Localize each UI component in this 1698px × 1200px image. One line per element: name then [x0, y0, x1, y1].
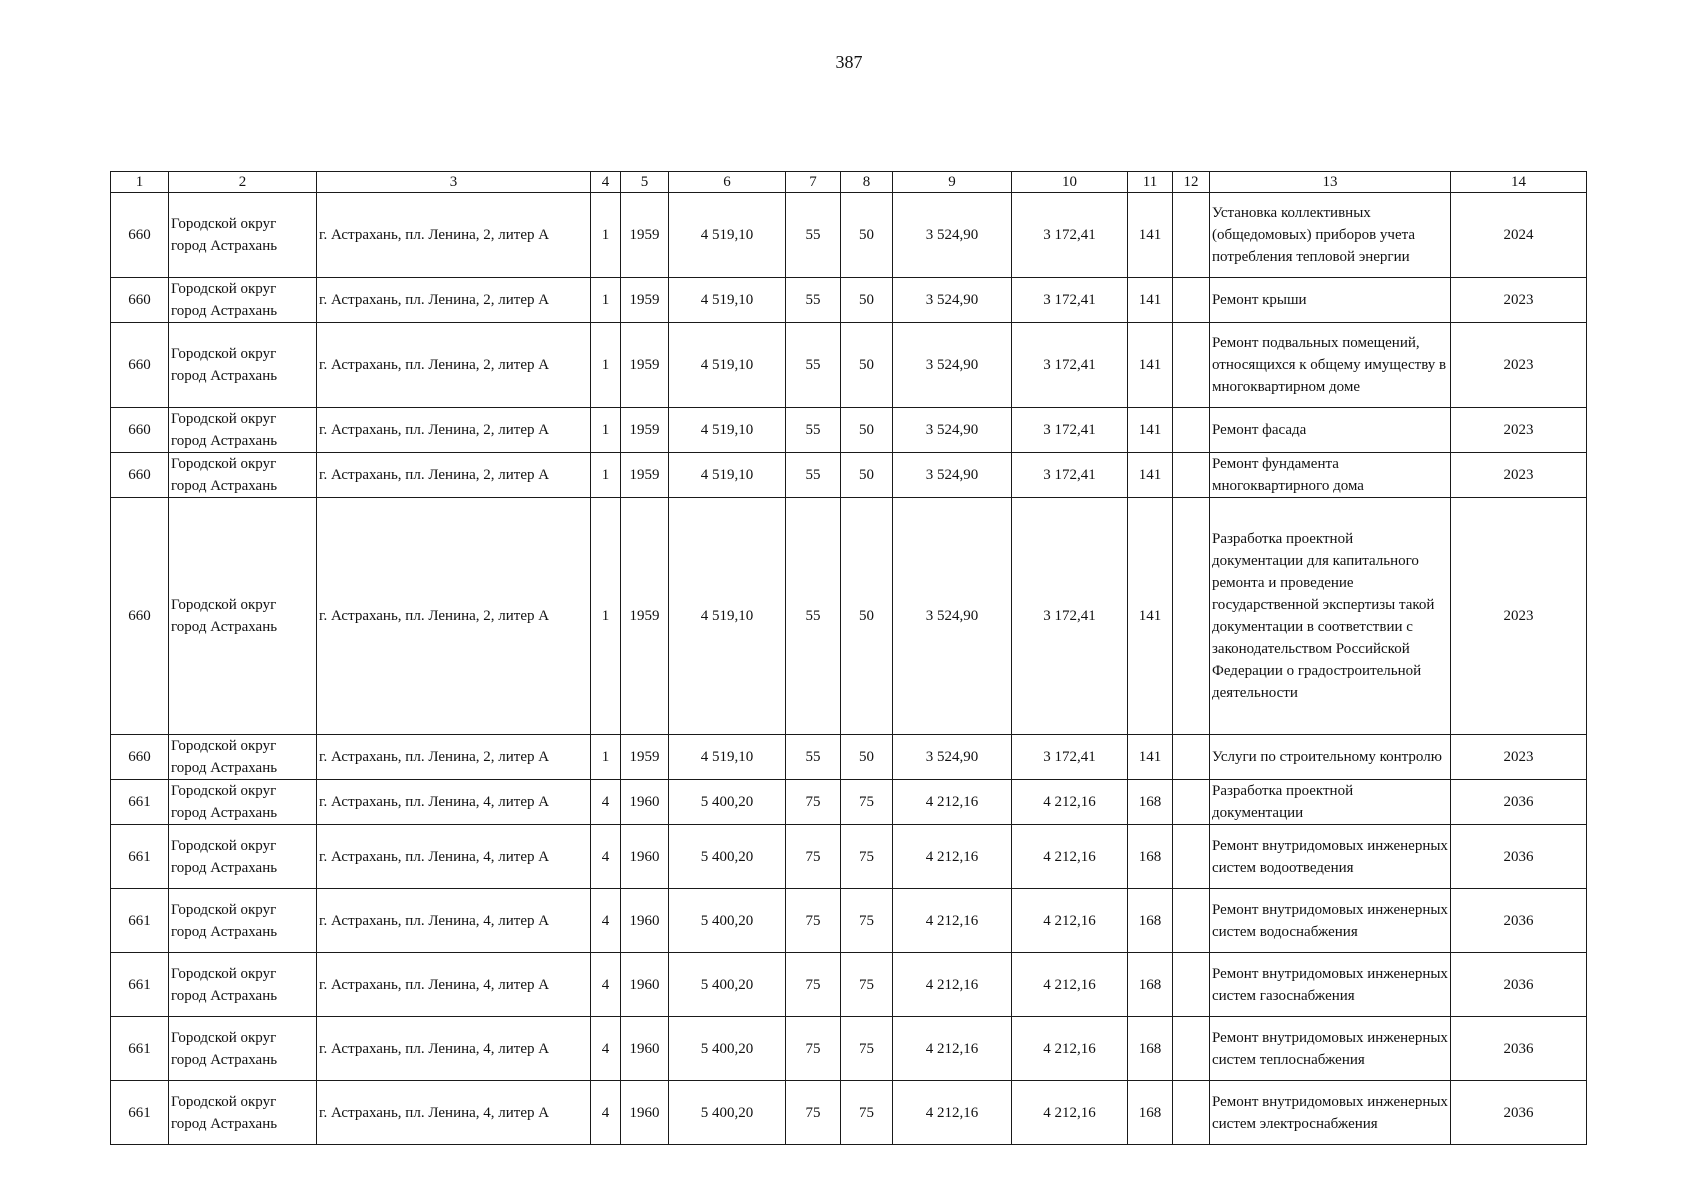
count-b-cell: 50	[841, 278, 893, 323]
year-planned-cell: 2036	[1451, 953, 1587, 1017]
work-type-cell: Услуги по строительному контролю	[1210, 735, 1451, 780]
year-cell: 1960	[621, 1017, 669, 1081]
area-b-cell: 3 172,41	[1012, 453, 1128, 498]
empty-cell	[1173, 323, 1210, 408]
municipality-cell: Городской округ город Астрахань	[169, 825, 317, 889]
row-number: 661	[111, 953, 169, 1017]
address-cell: г. Астрахань, пл. Ленина, 4, литер А	[317, 1081, 591, 1145]
area-a-cell: 4 212,16	[893, 889, 1012, 953]
year-cell: 1960	[621, 825, 669, 889]
table-row	[111, 735, 1587, 780]
count-b-cell: 50	[841, 735, 893, 780]
total-area-cell: 4 519,10	[669, 453, 786, 498]
residents-cell: 168	[1128, 825, 1173, 889]
floors-cell: 4	[591, 825, 621, 889]
floors-cell: 4	[591, 889, 621, 953]
total-area-cell: 5 400,20	[669, 780, 786, 825]
empty-cell	[1173, 278, 1210, 323]
count-b-cell: 75	[841, 825, 893, 889]
column-number: 14	[1451, 172, 1587, 193]
work-type-cell: Установка коллективных (общедомовых) приборов учета потребления тепловой энергии	[1210, 193, 1451, 278]
area-b-cell: 4 212,16	[1012, 953, 1128, 1017]
address-cell: г. Астрахань, пл. Ленина, 4, литер А	[317, 825, 591, 889]
residents-cell: 141	[1128, 278, 1173, 323]
municipality-cell: Городской округ город Астрахань	[169, 735, 317, 780]
floors-cell: 1	[591, 453, 621, 498]
year-cell: 1959	[621, 193, 669, 278]
total-area-cell: 5 400,20	[669, 1081, 786, 1145]
total-area-cell: 5 400,20	[669, 825, 786, 889]
area-b-cell: 3 172,41	[1012, 735, 1128, 780]
column-number-row	[111, 172, 1587, 193]
count-b-cell: 75	[841, 889, 893, 953]
municipality-cell: Городской округ город Астрахань	[169, 278, 317, 323]
table-row	[111, 453, 1587, 498]
count-a-cell: 75	[786, 1017, 841, 1081]
count-b-cell: 50	[841, 408, 893, 453]
year-planned-cell: 2036	[1451, 1017, 1587, 1081]
count-a-cell: 55	[786, 408, 841, 453]
residents-cell: 168	[1128, 889, 1173, 953]
year-planned-cell: 2036	[1451, 825, 1587, 889]
total-area-cell: 4 519,10	[669, 193, 786, 278]
count-a-cell: 75	[786, 780, 841, 825]
column-number: 12	[1173, 172, 1210, 193]
floors-cell: 1	[591, 323, 621, 408]
row-number: 660	[111, 193, 169, 278]
row-number: 661	[111, 1017, 169, 1081]
area-b-cell: 3 172,41	[1012, 278, 1128, 323]
count-b-cell: 50	[841, 453, 893, 498]
table-row	[111, 323, 1587, 408]
year-planned-cell: 2023	[1451, 735, 1587, 780]
column-number: 4	[591, 172, 621, 193]
year-planned-cell: 2036	[1451, 889, 1587, 953]
work-type-cell: Ремонт внутридомовых инженерных систем теплоснабжения	[1210, 1017, 1451, 1081]
work-type-cell: Ремонт внутридомовых инженерных систем газоснабжения	[1210, 953, 1451, 1017]
year-cell: 1959	[621, 498, 669, 735]
column-number: 3	[317, 172, 591, 193]
row-number: 661	[111, 889, 169, 953]
municipality-cell: Городской округ город Астрахань	[169, 498, 317, 735]
empty-cell	[1173, 408, 1210, 453]
floors-cell: 1	[591, 735, 621, 780]
empty-cell	[1173, 1017, 1210, 1081]
column-number: 10	[1012, 172, 1128, 193]
residents-cell: 168	[1128, 780, 1173, 825]
area-a-cell: 3 524,90	[893, 193, 1012, 278]
page-number: 387	[835, 52, 863, 72]
table-row	[111, 498, 1587, 735]
empty-cell	[1173, 498, 1210, 735]
year-cell: 1959	[621, 408, 669, 453]
count-a-cell: 55	[786, 735, 841, 780]
year-planned-cell: 2024	[1451, 193, 1587, 278]
year-cell: 1959	[621, 735, 669, 780]
year-cell: 1960	[621, 1081, 669, 1145]
address-cell: г. Астрахань, пл. Ленина, 2, литер А	[317, 278, 591, 323]
area-a-cell: 4 212,16	[893, 825, 1012, 889]
column-number: 5	[621, 172, 669, 193]
residents-cell: 168	[1128, 1017, 1173, 1081]
residents-cell: 141	[1128, 498, 1173, 735]
municipality-cell: Городской округ город Астрахань	[169, 193, 317, 278]
area-a-cell: 4 212,16	[893, 1017, 1012, 1081]
row-number: 660	[111, 735, 169, 780]
row-number: 660	[111, 323, 169, 408]
year-cell: 1960	[621, 780, 669, 825]
residents-cell: 141	[1128, 408, 1173, 453]
floors-cell: 1	[591, 408, 621, 453]
table-row	[111, 1081, 1587, 1145]
floors-cell: 4	[591, 1017, 621, 1081]
year-cell: 1960	[621, 953, 669, 1017]
area-b-cell: 3 172,41	[1012, 323, 1128, 408]
area-a-cell: 4 212,16	[893, 780, 1012, 825]
row-number: 660	[111, 408, 169, 453]
area-b-cell: 3 172,41	[1012, 498, 1128, 735]
year-planned-cell: 2023	[1451, 408, 1587, 453]
empty-cell	[1173, 735, 1210, 780]
floors-cell: 1	[591, 498, 621, 735]
area-a-cell: 4 212,16	[893, 1081, 1012, 1145]
count-a-cell: 55	[786, 278, 841, 323]
year-planned-cell: 2023	[1451, 498, 1587, 735]
column-number: 8	[841, 172, 893, 193]
year-planned-cell: 2023	[1451, 323, 1587, 408]
table-row	[111, 408, 1587, 453]
count-b-cell: 75	[841, 1017, 893, 1081]
column-number: 2	[169, 172, 317, 193]
total-area-cell: 4 519,10	[669, 735, 786, 780]
empty-cell	[1173, 825, 1210, 889]
count-b-cell: 75	[841, 1081, 893, 1145]
municipality-cell: Городской округ город Астрахань	[169, 889, 317, 953]
empty-cell	[1173, 1081, 1210, 1145]
count-b-cell: 50	[841, 498, 893, 735]
empty-cell	[1173, 453, 1210, 498]
work-type-cell: Ремонт фасада	[1210, 408, 1451, 453]
table-row	[111, 889, 1587, 953]
floors-cell: 4	[591, 953, 621, 1017]
address-cell: г. Астрахань, пл. Ленина, 4, литер А	[317, 953, 591, 1017]
area-b-cell: 4 212,16	[1012, 825, 1128, 889]
area-a-cell: 3 524,90	[893, 323, 1012, 408]
column-number: 11	[1128, 172, 1173, 193]
floors-cell: 1	[591, 193, 621, 278]
table-row	[111, 1017, 1587, 1081]
count-a-cell: 55	[786, 453, 841, 498]
area-a-cell: 3 524,90	[893, 453, 1012, 498]
column-number: 6	[669, 172, 786, 193]
table-row	[111, 953, 1587, 1017]
empty-cell	[1173, 953, 1210, 1017]
work-type-cell: Ремонт внутридомовых инженерных систем водоснабжения	[1210, 889, 1451, 953]
address-cell: г. Астрахань, пл. Ленина, 2, литер А	[317, 735, 591, 780]
year-cell: 1959	[621, 453, 669, 498]
work-type-cell: Ремонт внутридомовых инженерных систем электроснабжения	[1210, 1081, 1451, 1145]
floors-cell: 4	[591, 1081, 621, 1145]
area-a-cell: 3 524,90	[893, 498, 1012, 735]
municipality-cell: Городской округ город Астрахань	[169, 1081, 317, 1145]
year-planned-cell: 2036	[1451, 780, 1587, 825]
municipality-cell: Городской округ город Астрахань	[169, 408, 317, 453]
work-type-cell: Ремонт крыши	[1210, 278, 1451, 323]
year-cell: 1959	[621, 278, 669, 323]
work-type-cell: Разработка проектной документации для капитального ремонта и проведение государственной экспертизы такой документации в соответствии с законодательством Российской Федерации о градостроительной деятельности	[1210, 498, 1451, 735]
residents-cell: 141	[1128, 323, 1173, 408]
empty-cell	[1173, 780, 1210, 825]
column-number: 9	[893, 172, 1012, 193]
count-a-cell: 75	[786, 1081, 841, 1145]
area-b-cell: 4 212,16	[1012, 780, 1128, 825]
municipality-cell: Городской округ город Астрахань	[169, 780, 317, 825]
table-row	[111, 780, 1587, 825]
work-type-cell: Разработка проектной документации	[1210, 780, 1451, 825]
municipality-cell: Городской округ город Астрахань	[169, 953, 317, 1017]
total-area-cell: 4 519,10	[669, 323, 786, 408]
residents-cell: 141	[1128, 453, 1173, 498]
work-type-cell: Ремонт фундамента многоквартирного дома	[1210, 453, 1451, 498]
column-number: 1	[111, 172, 169, 193]
count-a-cell: 75	[786, 889, 841, 953]
table-row	[111, 193, 1587, 278]
address-cell: г. Астрахань, пл. Ленина, 2, литер А	[317, 453, 591, 498]
residents-cell: 168	[1128, 953, 1173, 1017]
count-b-cell: 50	[841, 323, 893, 408]
count-a-cell: 55	[786, 193, 841, 278]
year-planned-cell: 2036	[1451, 1081, 1587, 1145]
total-area-cell: 5 400,20	[669, 1017, 786, 1081]
year-planned-cell: 2023	[1451, 453, 1587, 498]
capital-repair-table	[110, 171, 1587, 1145]
row-number: 660	[111, 498, 169, 735]
count-a-cell: 55	[786, 323, 841, 408]
address-cell: г. Астрахань, пл. Ленина, 2, литер А	[317, 323, 591, 408]
area-a-cell: 3 524,90	[893, 408, 1012, 453]
municipality-cell: Городской округ город Астрахань	[169, 1017, 317, 1081]
floors-cell: 1	[591, 278, 621, 323]
total-area-cell: 5 400,20	[669, 889, 786, 953]
address-cell: г. Астрахань, пл. Ленина, 2, литер А	[317, 193, 591, 278]
address-cell: г. Астрахань, пл. Ленина, 4, литер А	[317, 889, 591, 953]
total-area-cell: 4 519,10	[669, 498, 786, 735]
year-cell: 1959	[621, 323, 669, 408]
row-number: 661	[111, 780, 169, 825]
address-cell: г. Астрахань, пл. Ленина, 4, литер А	[317, 1017, 591, 1081]
column-number: 7	[786, 172, 841, 193]
count-a-cell: 75	[786, 825, 841, 889]
row-number: 660	[111, 453, 169, 498]
residents-cell: 141	[1128, 735, 1173, 780]
address-cell: г. Астрахань, пл. Ленина, 2, литер А	[317, 498, 591, 735]
area-a-cell: 4 212,16	[893, 953, 1012, 1017]
residents-cell: 141	[1128, 193, 1173, 278]
area-b-cell: 4 212,16	[1012, 1017, 1128, 1081]
area-a-cell: 3 524,90	[893, 735, 1012, 780]
table-row	[111, 825, 1587, 889]
count-a-cell: 55	[786, 498, 841, 735]
column-number: 13	[1210, 172, 1451, 193]
row-number: 660	[111, 278, 169, 323]
table-row	[111, 278, 1587, 323]
empty-cell	[1173, 889, 1210, 953]
area-b-cell: 4 212,16	[1012, 1081, 1128, 1145]
year-cell: 1960	[621, 889, 669, 953]
row-number: 661	[111, 1081, 169, 1145]
total-area-cell: 5 400,20	[669, 953, 786, 1017]
municipality-cell: Городской округ город Астрахань	[169, 323, 317, 408]
empty-cell	[1173, 193, 1210, 278]
residents-cell: 168	[1128, 1081, 1173, 1145]
total-area-cell: 4 519,10	[669, 408, 786, 453]
area-b-cell: 3 172,41	[1012, 193, 1128, 278]
work-type-cell: Ремонт внутридомовых инженерных систем водоотведения	[1210, 825, 1451, 889]
address-cell: г. Астрахань, пл. Ленина, 2, литер А	[317, 408, 591, 453]
municipality-cell: Городской округ город Астрахань	[169, 453, 317, 498]
area-b-cell: 4 212,16	[1012, 889, 1128, 953]
work-type-cell: Ремонт подвальных помещений, относящихся к общему имуществу в многоквартирном доме	[1210, 323, 1451, 408]
count-b-cell: 50	[841, 193, 893, 278]
floors-cell: 4	[591, 780, 621, 825]
area-b-cell: 3 172,41	[1012, 408, 1128, 453]
count-b-cell: 75	[841, 780, 893, 825]
table-body	[111, 172, 1587, 1145]
count-a-cell: 75	[786, 953, 841, 1017]
row-number: 661	[111, 825, 169, 889]
total-area-cell: 4 519,10	[669, 278, 786, 323]
address-cell: г. Астрахань, пл. Ленина, 4, литер А	[317, 780, 591, 825]
year-planned-cell: 2023	[1451, 278, 1587, 323]
count-b-cell: 75	[841, 953, 893, 1017]
area-a-cell: 3 524,90	[893, 278, 1012, 323]
